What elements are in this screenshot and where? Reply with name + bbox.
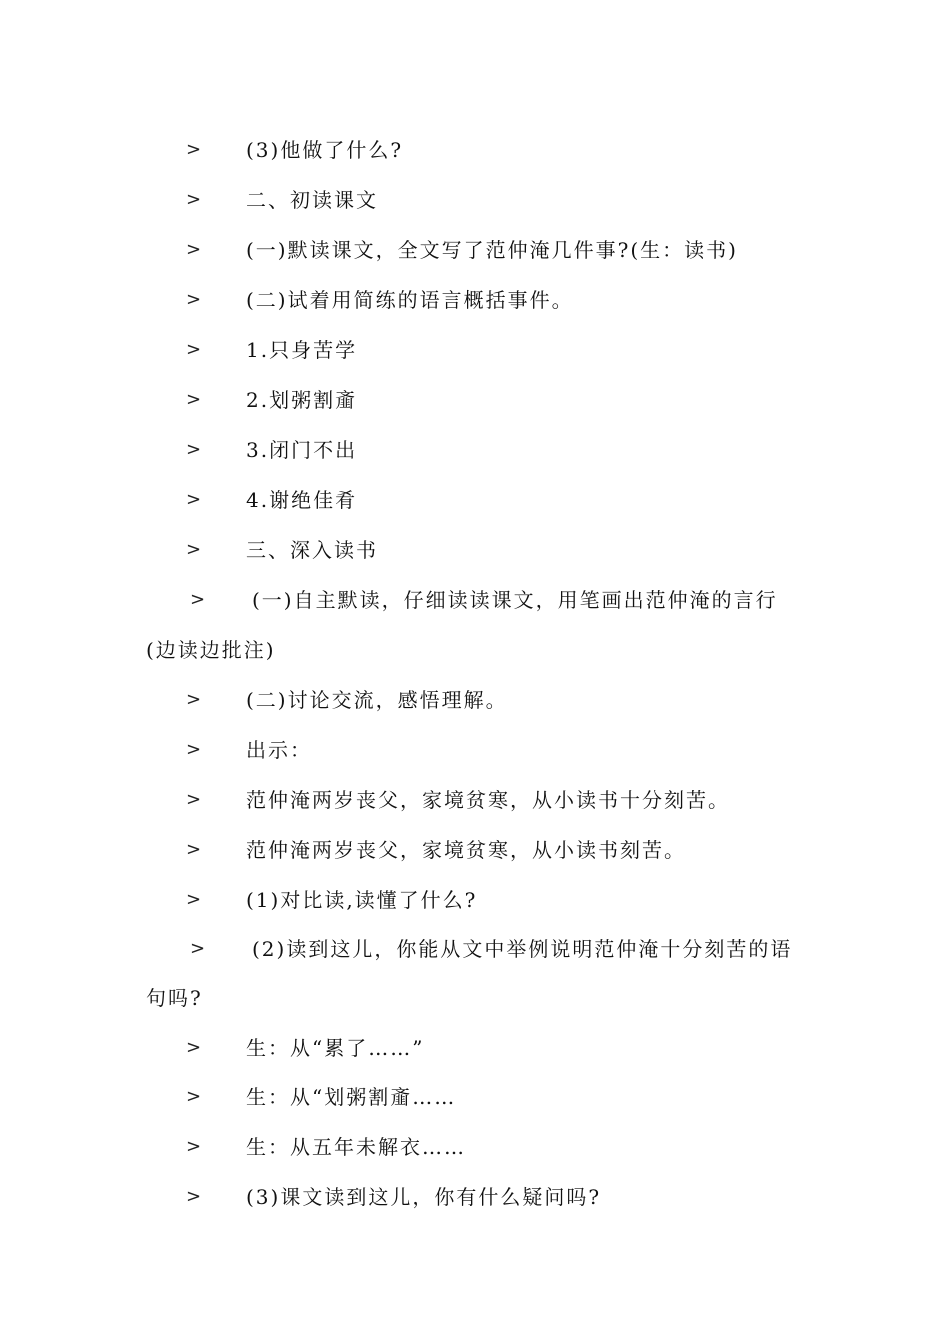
list-item bbox=[0, 480, 950, 520]
section-heading bbox=[0, 530, 950, 570]
list-item-text: 2.划粥割齑 bbox=[246, 388, 358, 412]
section-heading-text: 三、深入读书 bbox=[246, 538, 378, 562]
list-item bbox=[0, 280, 950, 320]
bullet-marker: > bbox=[186, 889, 204, 910]
bullet-marker: > bbox=[190, 589, 208, 610]
list-item-text: (3)课文读到这儿，你有什么疑问吗? bbox=[246, 1185, 602, 1209]
list-item bbox=[0, 380, 950, 420]
list-item-text: (二)讨论交流，感悟理解。 bbox=[246, 688, 508, 712]
list-item-continuation-text: 句吗? bbox=[146, 986, 203, 1010]
list-item-text: 生：从五年未解衣…… bbox=[246, 1135, 466, 1159]
bullet-marker: > bbox=[186, 439, 204, 460]
list-item bbox=[0, 430, 950, 470]
bullet-marker: > bbox=[190, 938, 208, 959]
list-item-text: (3)他做了什么? bbox=[246, 138, 404, 162]
bullet-marker: > bbox=[186, 1136, 204, 1157]
list-item-text: 范仲淹两岁丧父，家境贫寒，从小读书刻苦。 bbox=[246, 838, 686, 862]
bullet-marker: > bbox=[186, 539, 204, 560]
bullet-marker: > bbox=[186, 139, 204, 160]
list-item bbox=[0, 1077, 950, 1117]
list-item-text: (2)读到这儿，你能从文中举例说明范仲淹十分刻苦的语 bbox=[252, 937, 793, 961]
list-item bbox=[0, 830, 950, 870]
bullet-marker: > bbox=[186, 289, 204, 310]
section-heading-text: 二、初读课文 bbox=[246, 188, 378, 212]
list-item-continuation-text: (边读边批注) bbox=[146, 638, 276, 662]
list-item-text: 范仲淹两岁丧父，家境贫寒，从小读书十分刻苦。 bbox=[246, 788, 730, 812]
list-item-text: 出示： bbox=[246, 738, 312, 762]
bullet-marker: > bbox=[186, 489, 204, 510]
list-item bbox=[0, 1127, 950, 1167]
list-item-text: 3.闭门不出 bbox=[246, 438, 358, 462]
section-heading bbox=[0, 180, 950, 220]
list-item-continuation bbox=[0, 978, 950, 1018]
bullet-marker: > bbox=[186, 1186, 204, 1207]
list-item bbox=[0, 1028, 950, 1068]
list-item bbox=[0, 929, 950, 969]
bullet-marker: > bbox=[186, 839, 204, 860]
bullet-marker: > bbox=[186, 239, 204, 260]
list-item bbox=[0, 780, 950, 820]
list-item-text: 1.只身苦学 bbox=[246, 338, 358, 362]
list-item-text: (二)试着用简练的语言概括事件。 bbox=[246, 288, 574, 312]
list-item-continuation bbox=[0, 630, 950, 670]
list-item-text: 生：从“累了……” bbox=[246, 1036, 425, 1060]
bullet-marker: > bbox=[186, 739, 204, 760]
list-item bbox=[0, 680, 950, 720]
bullet-marker: > bbox=[186, 1086, 204, 1107]
bullet-marker: > bbox=[186, 689, 204, 710]
list-item bbox=[0, 880, 950, 920]
bullet-marker: > bbox=[186, 189, 204, 210]
list-item-text: (一)默读课文，全文写了范仲淹几件事?(生：读书) bbox=[246, 238, 738, 262]
list-item-text: (一)自主默读，仔细读读课文，用笔画出范仲淹的言行 bbox=[252, 588, 778, 612]
list-item-text: (1)对比读,读懂了什么? bbox=[246, 888, 478, 912]
list-item bbox=[0, 1177, 950, 1217]
list-item bbox=[0, 580, 950, 620]
list-item bbox=[0, 330, 950, 370]
bullet-marker: > bbox=[186, 339, 204, 360]
list-item-text: 生：从“划粥割齑…… bbox=[246, 1085, 457, 1109]
bullet-marker: > bbox=[186, 1037, 204, 1058]
list-item-text: 4.谢绝佳肴 bbox=[246, 488, 358, 512]
list-item bbox=[0, 730, 950, 770]
bullet-marker: > bbox=[186, 789, 204, 810]
bullet-marker: > bbox=[186, 389, 204, 410]
list-item bbox=[0, 130, 950, 170]
list-item bbox=[0, 230, 950, 270]
